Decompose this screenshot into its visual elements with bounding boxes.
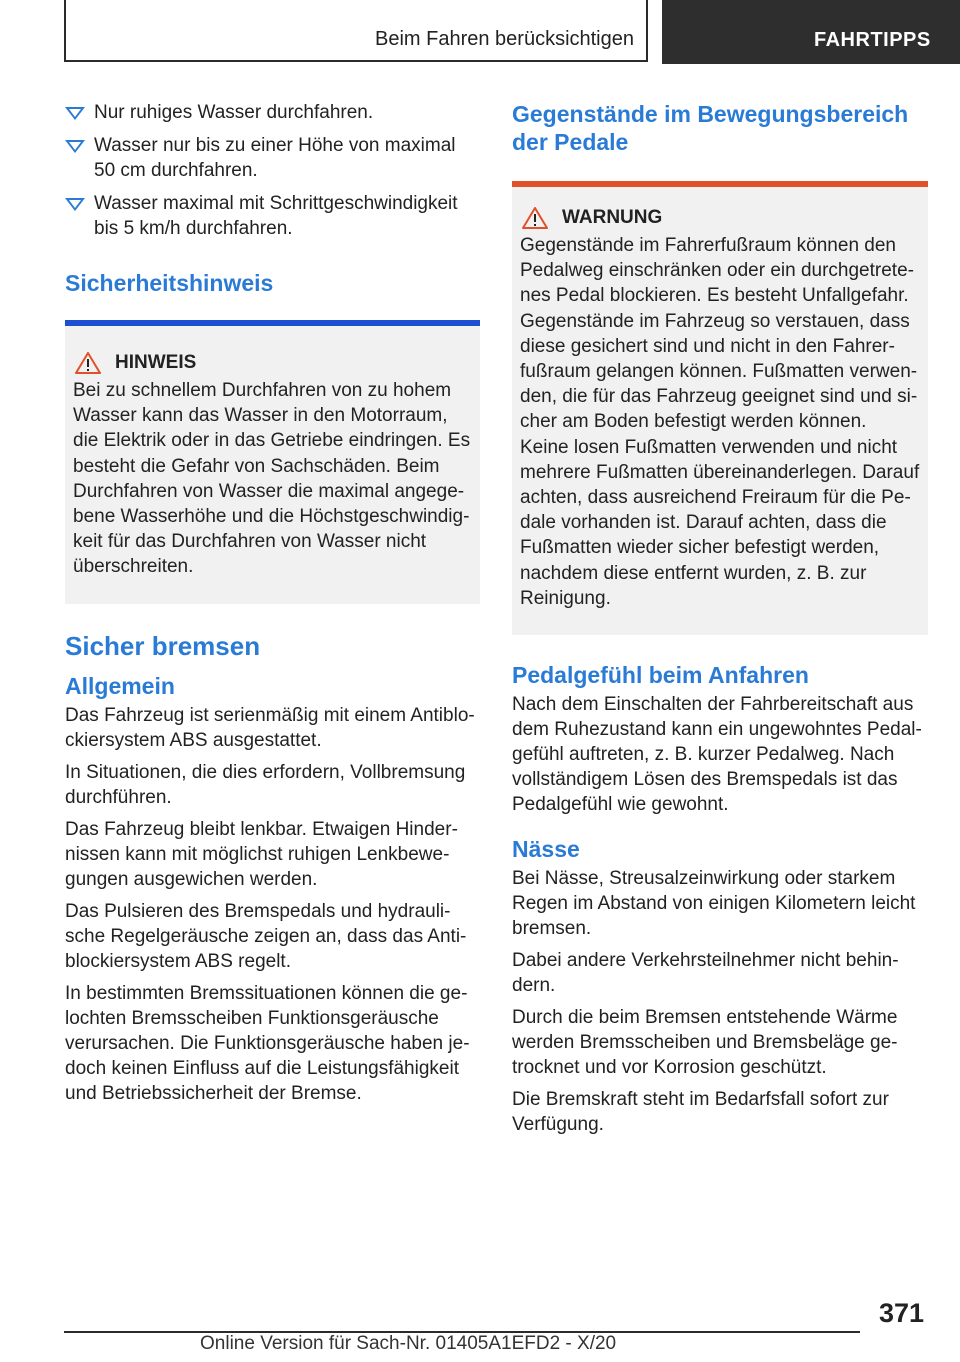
triangle-bullet-icon	[65, 198, 85, 211]
paragraph: In Situationen, die dies erfordern, Vollbremsung durchführen.	[65, 761, 466, 808]
page-number: 371	[878, 1298, 924, 1328]
notice-box	[65, 320, 480, 604]
chapter-title: FAHRTIPPS	[814, 29, 931, 51]
triangle-bullet-icon	[65, 107, 85, 120]
paragraph: In bestimmten Bremssituationen können die gelochten Bremsscheiben Funktionsgeräusche verursachen. Die Funktionsgeräusche haben jedoch keinen Einfluss auf die Leistungsfähigkeit und Betriebssicherheit der Bremse.	[65, 982, 470, 1104]
warning-text: Gegenstände im Fahrerfußraum können den Pedalweg einschränken oder ein durchgetretenes Pedal blockieren. Es besteht Unfallgefahr. Gegenstände im Fahrzeug so verstauen, dass diese gesichert sind und nicht in den Fahrerfußraum gelangen können. Fußmatten verwenden, die für das Fahrzeug geeignet sind und sicher am Boden befestigt werden können. Keine losen Fußmatten verwenden und nicht mehrere Fußmatten übereinanderlegen. Darauf achten, dass ausreichend Freiraum für die Pedale vorhanden ist. Darauf achten, dass die Fußmatten wieder sicher befestigt werden, nachdem diese entfernt wurden, z. B. zur Reinigung.	[520, 235, 920, 609]
left-column	[65, 100, 480, 1113]
brake-heading: Sicher bremsen	[65, 630, 261, 661]
paragraph: Das Fahrzeug bleibt lenkbar. Etwaigen Hindernissen kann mit möglichst ruhigen Lenkbewegungen ausgewichen werden.	[65, 818, 458, 890]
paragraph: Das Fahrzeug ist serienmäßig mit einem Antiblockiersystem ABS ausgestattet.	[65, 704, 475, 751]
warning-box	[512, 181, 928, 635]
paragraph: Durch die beim Bremsen entstehende Wärme werden Bremsscheiben und Bremsbeläge getrocknet und vor Korrosion geschützt.	[512, 1007, 898, 1079]
warning-triangle-icon	[522, 207, 548, 229]
footer-text: Online Version für Sach-Nr. 01405A1EFD2 - X/20	[200, 1333, 617, 1354]
warning-triangle-icon	[75, 352, 101, 374]
list-item: Wasser maximal mit Schrittgeschwindigkeit bis 5 km/h durchfahren.	[65, 191, 480, 241]
safety-heading: Sicherheitshinweis	[65, 270, 274, 296]
notice-text: Bei zu schnellem Durchfahren von zu hohem Wasser kann das Wasser in den Motorraum, die Elektrik oder in das Getriebe eindringen. Es besteht die Gefahr von Sachschäden. Beim Durchfahren von Wasser die maximal angegebene Wasserhöhe und die Höchstgeschwindigkeit für das Durchfahren von Wasser nicht überschreiten.	[73, 380, 471, 578]
paragraph: Die Bremskraft steht im Bedarfsfall sofort zur Verfügung.	[512, 1089, 889, 1136]
section-title: Beim Fahren berücksichtigen	[374, 28, 634, 50]
pedal-heading: Pedalgefühl beim Anfahren	[512, 662, 809, 689]
triangle-bullet-icon	[65, 140, 85, 153]
paragraph: Das Pulsieren des Bremspedals und hydraulische Regelgeräusche zeigen an, dass das Antiblockiersystem ABS regelt.	[65, 900, 467, 972]
page-header	[64, 0, 960, 64]
wet-heading: Nässe	[512, 836, 580, 863]
general-heading: Allgemein	[65, 672, 175, 699]
paragraph: Dabei andere Verkehrsteilnehmer nicht behindern.	[512, 950, 899, 997]
list-item: Nur ruhiges Wasser durchfahren.	[65, 100, 480, 125]
warning-title: WARNUNG	[562, 207, 663, 228]
section-tab	[64, 0, 648, 62]
paragraph: Bei Nässe, Streusalzeinwirkung oder starkem Regen im Abstand von einigen Kilometern leicht bremsen.	[512, 868, 916, 940]
list-item: Wasser nur bis zu einer Höhe von maximal 50 cm durchfahren.	[65, 133, 480, 183]
chapter-tab	[662, 0, 960, 64]
notice-title: HINWEIS	[115, 352, 197, 373]
objects-heading: Gegenstände im Bewegungsbereich der Pedale	[512, 101, 909, 155]
paragraph: Nach dem Einschalten der Fahrbereitschaft aus dem Ruhezustand kann ein ungewohntes Pedalgefühl auftreten, z. B. kurzer Pedalweg. Nach vollständigem Lösen des Bremspedals ist das Pedalgefühl wie gewohnt.	[512, 694, 922, 816]
right-column	[512, 100, 928, 1144]
